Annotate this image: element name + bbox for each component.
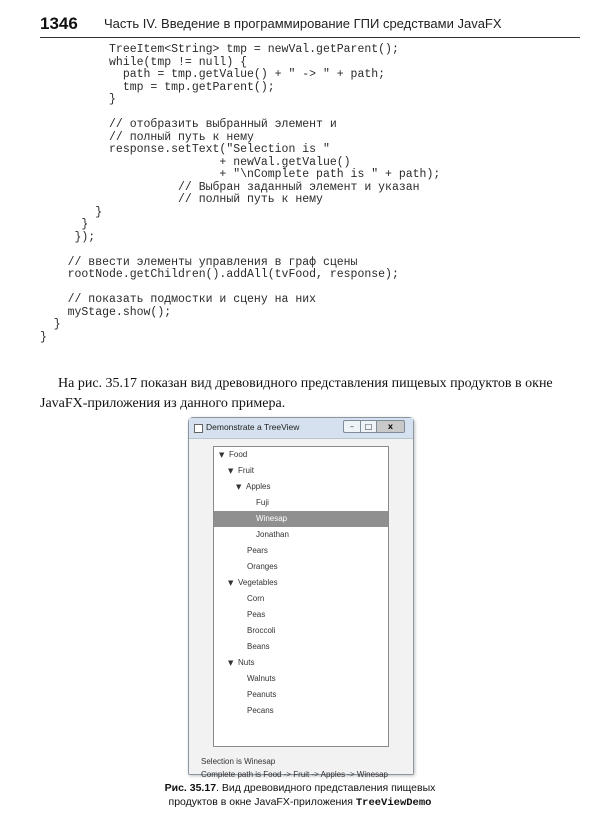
tree-item-beans[interactable]: [214, 639, 388, 655]
tree-item-pears[interactable]: [214, 543, 388, 559]
tree-item-label: Pecans: [247, 706, 274, 715]
tree-item-label: Oranges: [247, 562, 278, 571]
page-number: 1346: [40, 14, 78, 33]
tree-view[interactable]: [213, 446, 389, 747]
window-titlebar[interactable]: [189, 418, 413, 439]
tree-item-label: Walnuts: [247, 674, 276, 683]
app-window: [188, 417, 414, 779]
caption-text: . Вид древовидного представления пищевых продуктов в окне JavaFX-приложения: [168, 782, 436, 808]
tree-item-jonathan[interactable]: [214, 527, 388, 543]
tree-item-food[interactable]: [214, 447, 388, 463]
tree-item-winesap[interactable]: [214, 511, 388, 527]
tree-item-pecans[interactable]: [214, 703, 388, 719]
close-button[interactable]: x: [376, 420, 405, 433]
selection-status: Selection is Winesap: [201, 757, 276, 766]
tree-item-label: Broccoli: [247, 626, 276, 635]
tree-item-label: Apples: [246, 482, 271, 491]
tree-item-peanuts[interactable]: [214, 687, 388, 703]
expanded-arrow-icon[interactable]: ▼: [228, 467, 234, 475]
maximize-button[interactable]: □: [360, 420, 377, 433]
header-rule: [40, 37, 580, 38]
tree-item-oranges[interactable]: [214, 559, 388, 575]
tree-item-label: Vegetables: [238, 578, 278, 587]
tree-item-label: Fuji: [256, 498, 269, 507]
paragraph-text: На рис. 35.17 показан вид древовидного представления пищевых продуктов в окне JavaFX-приложения из данного примера.: [40, 376, 553, 411]
minimize-button[interactable]: –: [343, 420, 361, 433]
tree-item-label: Peas: [247, 610, 266, 619]
tree-item-fuji[interactable]: [214, 495, 388, 511]
tree-item-label: Fruit: [238, 466, 254, 475]
tree-item-walnuts[interactable]: [214, 671, 388, 687]
tree-item-label: Corn: [247, 594, 265, 603]
expanded-arrow-icon[interactable]: ▼: [219, 451, 225, 459]
tree-item-label: Jonathan: [256, 530, 289, 539]
tree-item-vegetables[interactable]: [214, 575, 388, 591]
window-title: Demonstrate a TreeView: [206, 422, 300, 432]
tree-item-label: Nuts: [238, 658, 255, 667]
tree-item-broccoli[interactable]: [214, 623, 388, 639]
running-title: Часть IV. Введение в программирование ГПИ средствами JavaFX: [104, 16, 502, 31]
tree-item-nuts[interactable]: [214, 655, 388, 671]
caption-program-name: TreeViewDemo: [355, 797, 432, 809]
window-body: [189, 439, 413, 779]
tree-item-label: Pears: [247, 546, 268, 555]
expanded-arrow-icon[interactable]: ▼: [236, 483, 242, 491]
code-listing: TreeItem<String> tmp = newVal.getParent(); while(tmp != null) { path = tmp.getValue() + " -> " + path; tmp = tmp.getParent(); } // отобразить выбранный элемент и // полный путь к нему response.setText("Selection is " + newVal.getValue() + "\nComplete path is " + path); // Выбран заданный элемент и указан // полный путь к нему } } }); // ввести элементы управления в граф сцены rootNode.getChildren().addAll(tvFood, response); // показать подмостки и сцену на них myStage.show(); } }: [40, 43, 441, 344]
tree-item-label: Food: [229, 450, 248, 459]
path-status: Complete path is Food -> Fruit -> Apples -> Winesap: [201, 770, 388, 779]
tree-item-apples[interactable]: [214, 479, 388, 495]
figure-caption: [140, 781, 460, 810]
tree-item-label: Peanuts: [247, 690, 277, 699]
tree-item-label: Winesap: [256, 514, 288, 523]
tree-item-fruit[interactable]: [214, 463, 388, 479]
window-app-icon: [194, 424, 203, 433]
body-paragraph: [40, 374, 562, 414]
page-header: [40, 10, 580, 38]
tree-item-peas[interactable]: [214, 607, 388, 623]
expanded-arrow-icon[interactable]: ▼: [228, 579, 234, 587]
tree-item-corn[interactable]: [214, 591, 388, 607]
tree-item-label: Beans: [247, 642, 270, 651]
expanded-arrow-icon[interactable]: ▼: [228, 659, 234, 667]
caption-label: Рис. 35.17: [164, 782, 217, 794]
